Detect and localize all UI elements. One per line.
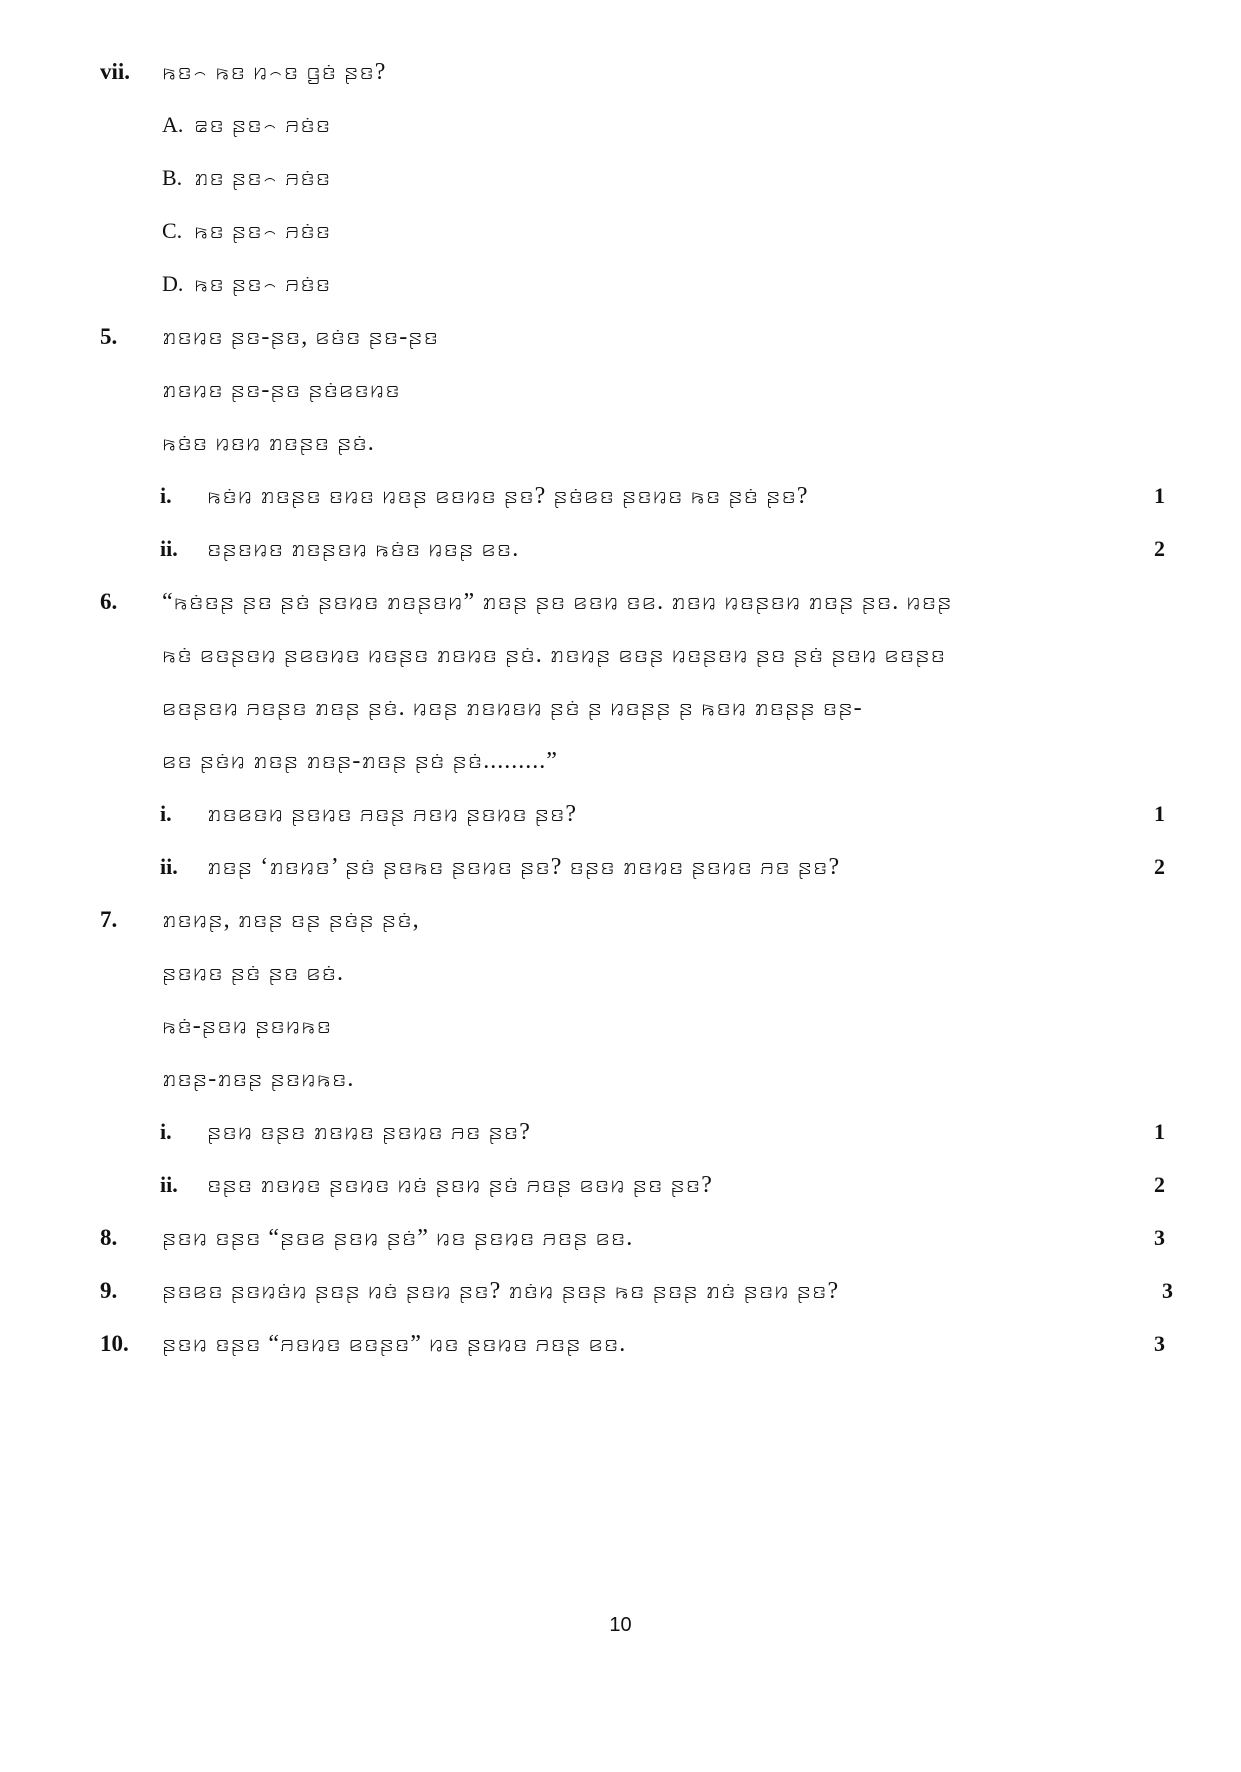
- question-7-sub-ii: [0, 1165, 1241, 1205]
- poem-line: ꤊꤢꤙꤢ ꤔꤢ-ꤔꤢ, ꤕꤢꤦꤢ ꤔꤢ-ꤔꤢ: [162, 324, 439, 350]
- subquestion-label: i.: [160, 483, 172, 508]
- subquestion-text: ꤢꤔꤢ ꤊꤢꤙꤢ ꤔꤢꤙꤢ ꤙꤢꤦ ꤔꤢꤙ ꤔꤢꤦ ꤏꤢꤔ ꤕꤢꤙ ꤔꤢ ꤔꤢ?: [207, 1172, 713, 1198]
- marks: 1: [1154, 483, 1165, 508]
- question-number: 7.: [100, 907, 118, 932]
- question-5-line-2: [0, 370, 1241, 410]
- marks: 3: [1162, 1278, 1173, 1303]
- option-text: ꤘꤢ ꤔꤢ꤮ ꤏꤢꤦꤢ: [194, 112, 332, 138]
- question-number: 6.: [100, 589, 118, 614]
- subquestion-text: ꤔꤢꤙ ꤢꤔꤢ ꤊꤢꤙꤢ ꤔꤢꤙꤢ ꤏꤢ ꤔꤢ?: [207, 1119, 531, 1145]
- subquestion-label: i.: [160, 1119, 172, 1144]
- option-d: [0, 264, 1241, 304]
- marks: 2: [1154, 536, 1165, 561]
- option-text: ꤒꤢ ꤔꤢ꤮ ꤏꤢꤦꤢ: [194, 271, 332, 297]
- poem-line: ꤒꤢꤦ-ꤔꤢꤙ ꤔꤢꤙꤒꤢ: [162, 1013, 332, 1039]
- question-number: 5.: [100, 324, 118, 349]
- marks: 1: [1154, 1119, 1165, 1144]
- question-text: ꤒꤢ꤮ ꤒꤢ ꤙ꤮ꤢ ꤞꤢꤦ ꤔꤢ?: [162, 59, 387, 85]
- subquestion-label: ii.: [160, 854, 178, 879]
- question-6-sub-i: [0, 794, 1241, 834]
- option-label: C.: [162, 218, 183, 243]
- subquestion-label: i.: [160, 801, 172, 826]
- option-c: [0, 211, 1241, 251]
- question-number: 9.: [100, 1278, 118, 1303]
- option-label: D.: [162, 271, 184, 296]
- subquestion-label: ii.: [160, 1172, 178, 1197]
- passage-line: ꤒꤢꤦ ꤕꤢꤔꤢꤙ ꤔꤕꤢꤙꤢ ꤙꤢꤔꤢ ꤊꤢꤙꤢ ꤔꤢꤦ. ꤊꤢꤙꤔ ꤕꤢꤔ ꤙꤢꤔꤢꤙ ꤔꤢ ꤔꤢꤦ ꤔꤢꤙ ꤕꤢꤔꤢ: [162, 642, 946, 668]
- poem-line: ꤊꤢꤙꤢ ꤔꤢ-ꤔꤢ ꤔꤢꤦꤕꤢꤙꤢ: [162, 377, 401, 403]
- question-vii: [0, 52, 1241, 92]
- question-7-line-4: [0, 1059, 1241, 1099]
- poem-line: ꤔꤢꤙꤢ ꤔꤢꤦ ꤔꤢ ꤕꤢꤦ.: [162, 960, 344, 986]
- question-5: [0, 317, 1241, 357]
- question-5-sub-ii: [0, 529, 1241, 569]
- poem-line: ꤊꤢꤙꤔ, ꤊꤢꤔ ꤢꤔ ꤔꤢꤦꤔ ꤔꤢꤦ,: [162, 907, 420, 933]
- poem-line: ꤊꤢꤔ-ꤊꤢꤔ ꤔꤢꤙꤒꤢ.: [162, 1066, 355, 1092]
- option-a: [0, 105, 1241, 145]
- question-text: ꤔꤢꤕꤢ ꤔꤢꤙꤢꤦꤙ ꤔꤢꤔ ꤙꤢꤦ ꤔꤢꤙ ꤔꤢ? ꤊꤢꤦꤙ ꤔꤢꤔ ꤒꤢ ꤔꤢꤔ ꤊꤢꤦ ꤔꤢꤙ ꤔꤢ?: [162, 1278, 840, 1304]
- question-6-sub-ii: [0, 847, 1241, 887]
- subquestion-text: ꤊꤢꤔ ‘ꤊꤢꤙꤢ’ ꤔꤢꤦ ꤔꤢꤒꤢ ꤔꤢꤙꤢ ꤔꤢ? ꤢꤔꤢ ꤊꤢꤙꤢ ꤔꤢꤙꤢ ꤏꤢ ꤔꤢ?: [207, 854, 841, 880]
- question-10: [0, 1324, 1241, 1364]
- question-number: 8.: [100, 1225, 118, 1250]
- question-5-sub-i: [0, 476, 1241, 516]
- option-text: ꤊꤢ ꤔꤢ꤮ ꤏꤢꤦꤢ: [194, 165, 332, 191]
- marks: 3: [1154, 1331, 1165, 1356]
- question-text: ꤔꤢꤙ ꤢꤔꤢ “ꤏꤢꤙꤢ ꤕꤢꤔꤢ” ꤙꤢ ꤔꤢꤙꤢ ꤏꤢꤔ ꤕꤢ.: [162, 1331, 627, 1357]
- page-number: 10: [609, 1614, 632, 1636]
- question-6-line-2: [0, 635, 1241, 675]
- question-7-line-2: [0, 953, 1241, 993]
- marks: 2: [1154, 854, 1165, 879]
- question-7-sub-i: [0, 1112, 1241, 1152]
- subquestion-label: ii.: [160, 536, 178, 561]
- passage-line: “ꤒꤢꤦꤢꤔ ꤔꤢ ꤔꤢꤦ ꤔꤢꤙꤢ ꤊꤢꤔꤢꤙ” ꤊꤢꤔ ꤔꤢ ꤕꤢꤙ ꤢꤕ. ꤊꤢꤙ ꤙꤢꤔꤢꤙ ꤊꤢꤔ ꤔꤢ. ꤙꤢꤔ: [162, 589, 953, 615]
- question-9: [0, 1271, 1241, 1311]
- marks: 2: [1154, 1172, 1165, 1197]
- question-8: [0, 1218, 1241, 1258]
- question-7: [0, 900, 1241, 940]
- question-text: ꤔꤢꤙ ꤢꤔꤢ “ꤔꤢꤕ ꤔꤢꤙ ꤔꤢꤦ” ꤙꤢ ꤔꤢꤙꤢ ꤏꤢꤔ ꤕꤢ.: [162, 1225, 634, 1251]
- marks: 1: [1154, 801, 1165, 826]
- subquestion-text: ꤒꤢꤦꤙ ꤊꤢꤔꤢ ꤢꤙꤢ ꤙꤢꤔ ꤕꤢꤙꤢ ꤔꤢ? ꤔꤢꤦꤕꤢ ꤔꤢꤙꤢ ꤒꤢ ꤔꤢꤦ ꤔꤢ?: [207, 483, 809, 509]
- question-7-line-3: [0, 1006, 1241, 1046]
- passage-line: ꤕꤢ ꤔꤢꤦꤙ ꤊꤢꤔ ꤊꤢꤔ-ꤊꤢꤔ ꤔꤢꤦ ꤔꤢꤦ.........”: [162, 748, 558, 774]
- poem-line: ꤒꤢꤦꤢ ꤙꤢꤙ ꤊꤢꤔꤢ ꤔꤢꤦ.: [162, 430, 375, 456]
- subquestion-text: ꤊꤢꤕꤢꤙ ꤔꤢꤙꤢ ꤏꤢꤔ ꤏꤢꤙ ꤔꤢꤙꤢ ꤔꤢ?: [207, 801, 578, 827]
- question-5-line-3: [0, 423, 1241, 463]
- question-6: [0, 582, 1241, 622]
- marks: 3: [1154, 1225, 1165, 1250]
- subquestion-text: ꤢꤔꤢꤙꤢ ꤊꤢꤔꤢꤙ ꤒꤢꤦꤢ ꤙꤢꤔ ꤕꤢ.: [207, 536, 520, 562]
- option-b: [0, 158, 1241, 198]
- option-label: A.: [162, 112, 184, 137]
- option-label: B.: [162, 165, 183, 190]
- question-6-line-4: [0, 741, 1241, 781]
- question-number: 10.: [100, 1331, 129, 1356]
- option-text: ꤒꤢ ꤔꤢ꤮ ꤏꤢꤦꤢ: [194, 218, 332, 244]
- question-6-line-3: [0, 688, 1241, 728]
- passage-line: ꤕꤢꤔꤢꤙ ꤏꤢꤔꤢ ꤊꤢꤔ ꤔꤢꤦ. ꤙꤢꤔ ꤊꤢꤙꤢꤙ ꤔꤢꤦ ꤔ ꤙꤢꤔꤔ ꤔ ꤒꤢꤙ ꤊꤢꤔꤔ ꤢꤔ-: [162, 695, 863, 721]
- question-label: vii.: [100, 59, 131, 84]
